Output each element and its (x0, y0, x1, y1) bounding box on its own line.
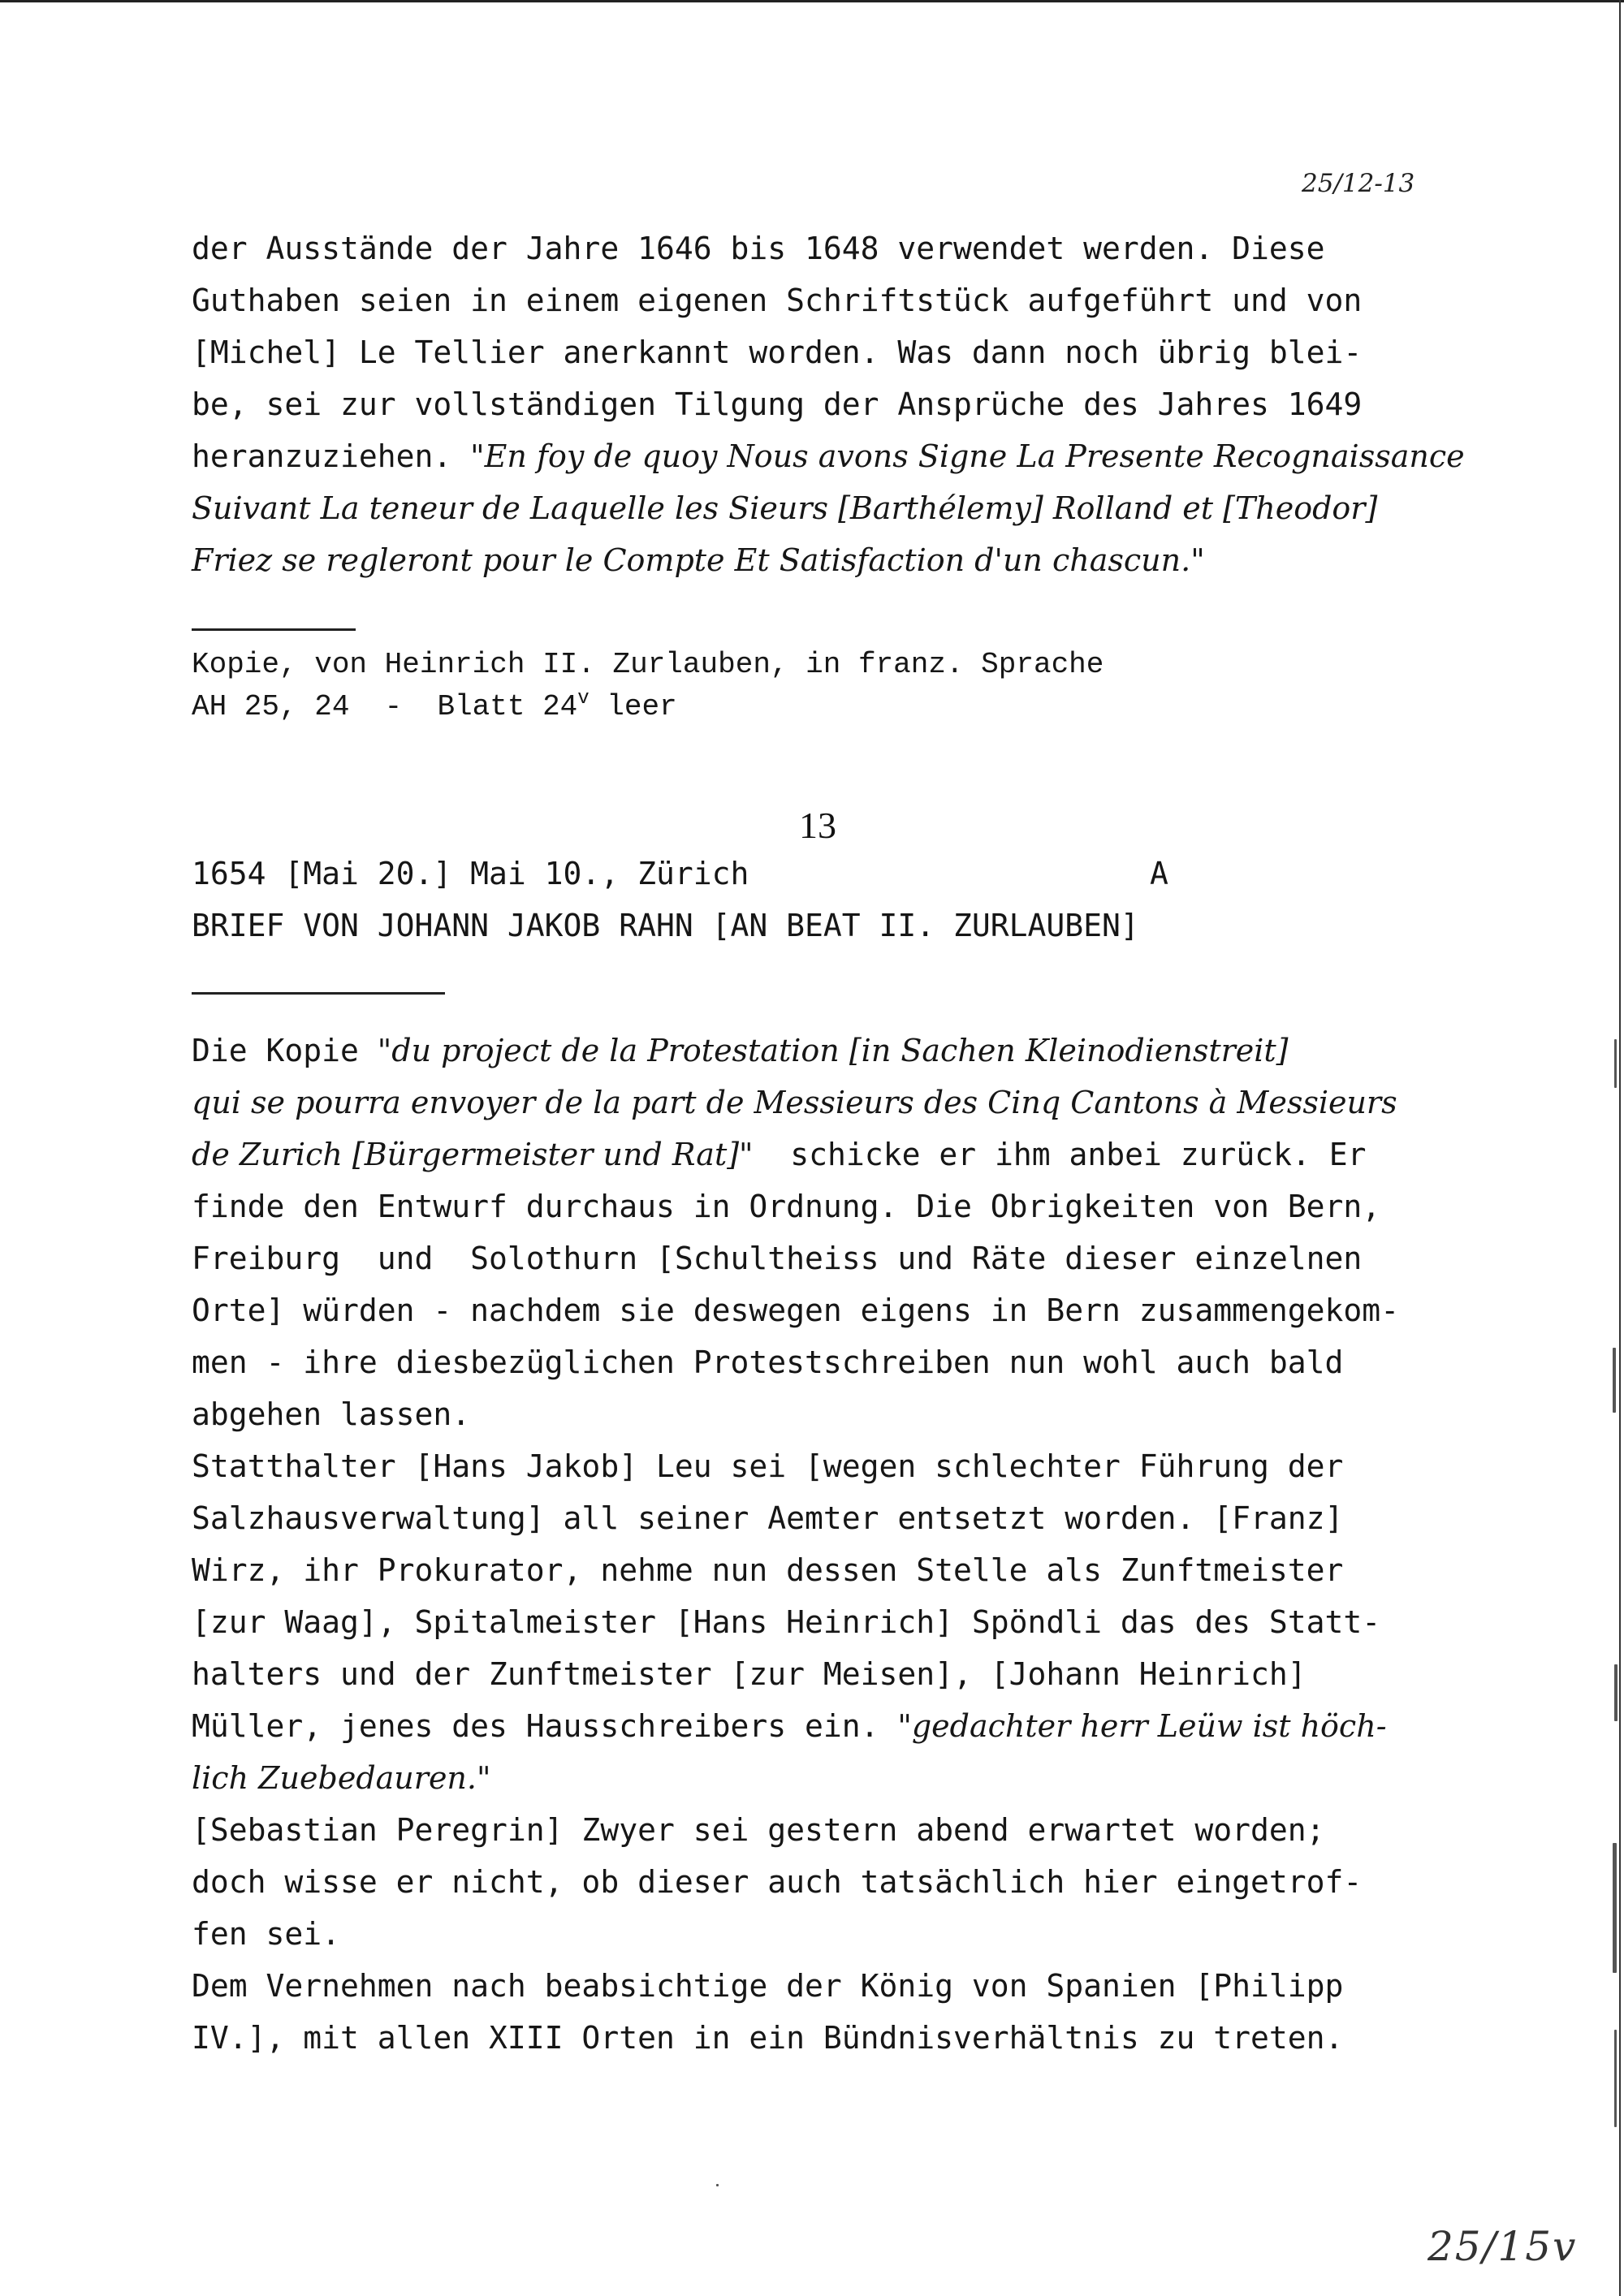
quote-segment: "du project de la Protestation [in Sachen Kleinodienstreit] (377, 1033, 1289, 1068)
scan-artifact (1614, 1039, 1617, 1088)
text-line: Orte] würden - nachdem sie deswegen eigens in Bern zusammengekom- (192, 1293, 1400, 1328)
page-header-number: 25/12-13 (1302, 169, 1415, 198)
section-rule (192, 992, 445, 995)
text-line: Freiburg und Solothurn [Schultheiss und Räte dieser einzelnen (192, 1241, 1363, 1276)
text-line: Salzhausverwaltung] all seiner Aemter entsetzt worden. [Franz] (192, 1500, 1344, 1536)
scan-border-right (1619, 0, 1621, 2296)
quote-segment: de Zurich [Bürgermeister und Rat]" (192, 1137, 754, 1172)
note-line (192, 682, 1104, 724)
text-line: be, sei zur vollständigen Tilgung der Ansprüche des Jahres 1649 (192, 386, 1363, 422)
text-line: halters und der Zunftmeister [zur Meisen], [Johann Heinrich] (192, 1656, 1307, 1692)
text-line: der Ausstände der Jahre 1646 bis 1648 verwendet werden. Diese (192, 231, 1325, 266)
handwritten-folio-number: 25/15v (1427, 2223, 1578, 2270)
doc13-body (192, 1025, 1458, 2064)
text-line (192, 430, 1465, 482)
text-segment: heranzuziehen. (192, 438, 471, 474)
scan-artifact (1613, 1348, 1616, 1413)
note-text: leer (589, 690, 677, 723)
document-title: BRIEF VON JOHANN JAKOB RAHN [AN BEAT II. ZURLAUBEN] (192, 908, 1139, 943)
text-line: men - ihre diesbezüglichen Protestschreiben nun wohl auch bald (192, 1344, 1344, 1380)
text-segment: Müller, jenes des Hausschreibers ein. (192, 1708, 898, 1744)
document-date-place: 1654 [Mai 20.] Mai 10., Zürich (192, 856, 749, 891)
text-segment: Die Kopie (192, 1033, 378, 1068)
text-line: IV.], mit allen XIII Orten in ein Bündnisverhältnis zu treten. (192, 2020, 1344, 2056)
text-line: fen sei. (192, 1916, 341, 1952)
note-text: Kopie, von Heinrich II (192, 648, 578, 681)
text-line: Dem Vernehmen nach beabsichtige der König von Spanien [Philipp (192, 1968, 1344, 2004)
text-line: Statthalter [Hans Jakob] Leu sei [wegen schlechter Führung der (192, 1448, 1344, 1484)
quote-segment: "En foy de quoy Nous avons Signe La Presente Recognaissance (470, 438, 1465, 474)
scan-artifact (1614, 2030, 1617, 2127)
scan-border-top (0, 0, 1624, 2)
scan-artifact (1613, 1843, 1617, 1973)
text-line: [Sebastian Peregrin] Zwyer sei gestern abend erwartet worden; (192, 1812, 1325, 1848)
scan-artifact (716, 2184, 719, 2186)
note-text: AH 25, 24 - Blatt 24 (192, 690, 578, 723)
note-text: . Zurlauben, in franz. Sprache (577, 648, 1104, 681)
verso-mark: v (577, 688, 590, 710)
text-line (192, 1129, 1458, 1180)
text-line: Wirz, ihr Prokurator, nehme nun dessen Stelle als Zunftmeister (192, 1552, 1344, 1588)
text-line: finde den Entwurf durchaus in Ordnung. Die Obrigkeiten von Bern, (192, 1189, 1381, 1224)
text-line: abgehen lassen. (192, 1396, 471, 1432)
quote-line: qui se pourra envoyer de la part de Messieurs des Cinq Cantons à Messieurs (192, 1085, 1397, 1120)
section-rule (192, 628, 356, 631)
text-line: [zur Waag], Spitalmeister [Hans Heinrich] Spöndli das des Statt- (192, 1604, 1381, 1640)
source-note (192, 648, 1104, 724)
text-line: Guthaben seien in einem eigenen Schriftstück aufgeführt und von (192, 283, 1363, 318)
document-number: 13 (799, 805, 836, 846)
quote-line: Suivant La teneur de Laquelle les Sieurs [Barthélemy] Rolland et [Theodor] (192, 490, 1378, 526)
doc12-paragraph (192, 222, 1465, 586)
text-line: doch wisse er nicht, ob dieser auch tatsächlich hier eingetrof- (192, 1864, 1363, 1900)
quote-segment: "gedachter herr Leüw ist höch- (897, 1708, 1387, 1744)
document-letter: A (1150, 856, 1168, 891)
text-line (192, 1025, 1458, 1077)
scan-artifact (1614, 1664, 1618, 1721)
text-segment: schicke er ihm anbei zurück. Er (753, 1137, 1367, 1172)
text-line (192, 1700, 1458, 1752)
quote-line: lich Zuebedauren." (192, 1760, 491, 1796)
note-line (192, 648, 1104, 682)
text-line: [Michel] Le Tellier anerkannt worden. Was dann noch übrig blei- (192, 334, 1363, 370)
quote-line: Friez se regleront pour le Compte Et Satisfaction d'un chascun." (192, 542, 1205, 578)
